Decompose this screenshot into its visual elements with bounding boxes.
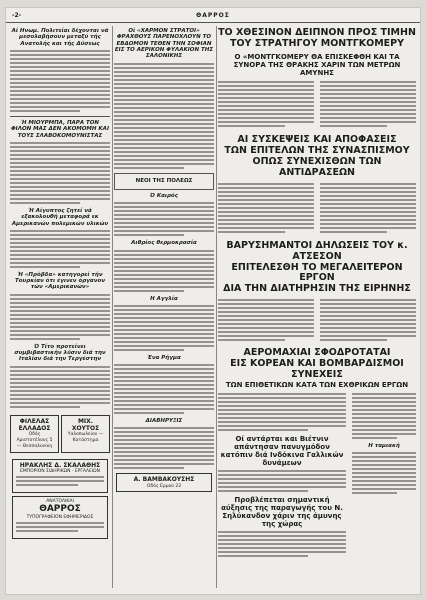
article-body <box>218 470 346 492</box>
headline: Αί Ηνωμ. Πολιτείαι δέχονται νά μεσολαβήσουν μεταξύ τής Ανατολής και τής Δύσεως <box>11 28 109 47</box>
headline: Οί «ΧΑΡΜΟΝ ΣΤΡΑΤΟΙ» ΦΡΑΧΘΟΥΣ ΠΑΡΕΝΟΧΛΟΥΝ ΤΟ ΕΒΔΟΜΟΝ ΤΕΘΕΝ ΤΗΝ ΣΟΦΙΑΝ ΕΙΣ ΤΟ ΑΕΡΙΚΟΝ ΦΥΛΑΚΙΟΝ ΤΗΣ ΣΑΛΟΝΙΚΗΣ <box>114 28 214 60</box>
article-body <box>114 250 214 292</box>
advertisement <box>12 496 108 539</box>
article-body <box>218 393 346 431</box>
article-columns <box>218 80 416 133</box>
article-columns <box>218 298 416 347</box>
article-columns <box>218 182 416 239</box>
subheading: ΔΙΑΒΗΡΥΞΙΣ <box>145 418 183 425</box>
column-1 <box>10 26 110 590</box>
headline-line: ΑΙ ΣΥΣΚΕΨΕΙΣ ΚΑΙ ΑΠΟΦΑΣΕΙΣ <box>237 133 397 145</box>
headline-line: ΤΟ ΧΘΕΣΙΝΟΝ ΔΕΙΠΝΟΝ ΠΡΟΣ ΤΙΜΗΝ <box>218 27 416 38</box>
divider <box>10 116 110 117</box>
article-body <box>218 81 314 129</box>
ad-body <box>16 476 104 486</box>
headline: Ή Αίγυπτος ζητεί νά εξακολουθή μεταφορά εκ Αμερικανών πολεμικών υλικών <box>11 207 109 227</box>
ad-subtitle: ΕΜΠΟΡΙΟΝ ΣΙΔΗΡΙΚΩΝ · ΕΡΓΑΛΕΙΩΝ <box>20 468 100 474</box>
advertisement <box>12 459 108 493</box>
headline-line: ΔΙΑ ΤΗΝ ΔΙΑΤΗΡΗΣΙΝ ΤΗΣ ΕΙΡΗΝΗΣ <box>223 283 411 295</box>
article-body <box>10 230 110 268</box>
subheading: Ένα Ρήγμα <box>147 354 181 361</box>
article-body <box>352 452 416 494</box>
ad-title: ΦΙΛΕΛΑΣ ΕΛΛΑΔΟΣ <box>18 417 51 432</box>
column-2 <box>114 26 214 590</box>
column-separator <box>216 26 217 588</box>
headline-line: ΤΩΝ ΕΠΙΘΕΤΙΚΩΝ ΚΑΤΑ ΤΩΝ ΕΧΘΡΙΚΩΝ ΕΡΓΩΝ <box>225 381 409 390</box>
headline: Ή ΜΙΟΥΡΜΠΑ, ΠΑΡΑ ΤΟΝ ΦΙΛΟΝ ΜΑΣ ΔΕΝ ΑΚΟΜΟΜΗ ΚΑΙ ΤΟΥΣ ΣΛΑΒΟΚΟΜΟΥΝΙΣΤΑΣ <box>10 119 109 139</box>
ad-subtitle: Οδός Αριστοτέλους 5 — Θεσσαλονίκη <box>16 432 53 449</box>
article-body <box>10 366 110 408</box>
headline-line: ΟΠΩΣ ΣΥΝΕΧΙΣΘΩΝ ΤΩΝ ΑΝΤΙΔΡΑΣΕΩΝ <box>252 155 382 178</box>
article-body <box>10 294 110 340</box>
ad-subtitle: Οδός Ερμού 22 <box>146 483 182 489</box>
ad-subtitle: Υαλοπωλείον — Κατάστημα <box>67 432 104 443</box>
ad-title: Α. ΒΑΜΒΑΚΟΥΣΗΣ <box>133 476 195 484</box>
article-body <box>218 299 314 343</box>
article-body <box>352 393 416 439</box>
right-subcolumn <box>352 392 416 561</box>
headline-block <box>218 135 416 179</box>
article-body <box>218 531 346 557</box>
advertisement <box>116 473 212 492</box>
ad-title: ΘΑΡΡΟΣ <box>39 504 81 515</box>
column-3 <box>218 26 416 590</box>
article-body <box>114 364 214 414</box>
subheading: Ό Καιρός <box>150 192 178 199</box>
main-headline <box>218 28 416 50</box>
ad-tag: ΑΝΑΤΟΛΙΚΑΙ <box>46 498 74 504</box>
article-body <box>320 81 416 129</box>
article-body <box>114 202 214 236</box>
subheading: Η Αγγλία <box>150 295 178 302</box>
headline-line: ΑΕΡΟΜΑΧΙΑΙ ΣΦΟΔΡΟΤΑΤΑΙ <box>243 347 391 359</box>
article-body <box>114 305 214 351</box>
page-number: -2- <box>12 12 22 19</box>
article-body <box>114 63 214 169</box>
advertisement <box>61 415 110 453</box>
article-body <box>320 183 416 235</box>
ad-title: ΗΡΑΚΛΗΣ Δ. ΣΚΑΛΑΘΗΣ <box>19 461 101 469</box>
headline-block <box>218 348 416 389</box>
headline-block <box>218 241 416 296</box>
headline: Ό Τίτο προτείνει συμβιβαστικήν λύσιν διά την Ιταλίαν διά την Τεργέστην <box>14 343 106 363</box>
ads-row <box>10 412 110 456</box>
article-body <box>10 142 110 204</box>
headline: Οί αντάρται και Βιέτνιν απάντησαν πανυγμόδον κατόπιν διά Ινδόκινα Γαλλικών δυνάμεων <box>220 435 344 468</box>
headline: Ή «Πρόβδα» κατηγορεί τήν Τουρκίαν ότι έγινεν όργανον τών «Αμερικανών» <box>15 271 105 291</box>
subheading: Αιθρίος θερμοκρασία <box>131 240 197 247</box>
section-title: ΝΕΟΙ ΤΗΣ ΠΟΛΕΩΣ <box>135 177 193 184</box>
article-body <box>320 299 416 343</box>
headline: Προβλέπεται σημαντική αύξησις της παραγωγής του Ν. Σηλύκανδον χάριν της άμυνης της χώρας <box>221 496 343 529</box>
advertisement <box>10 415 59 453</box>
article-body <box>218 183 314 235</box>
article-columns <box>218 392 416 561</box>
news-section-box <box>114 173 214 190</box>
headline-line: ΒΑΡΥΣΗΜΑΝΤΟΙ ΔΗΛΩΣΕΙΣ ΤΟΥ κ. ΑΤΣΕΣΟΝ <box>226 239 408 262</box>
headline-line: ΕΙΣ ΚΟΡΕΑΝ ΚΑΙ ΒΟΜΒΑΡΔΙΣΜΟΙ ΣΥΝΕΧΕΙΣ <box>230 358 404 381</box>
left-subcolumns <box>218 392 346 561</box>
paper-name: ΘΑΡΡΟΣ <box>196 12 230 19</box>
subheadline: Ο «ΜΟΝΤΓΚΟΜΕΡΥ ΘΑ ΕΠΙΣΚΕΦΘΗ ΚΑΙ ΤΑ ΣΥΝΟΡΑ ΤΗΣ ΘΡΑΚΗΣ ΧΑΡΙΝ ΤΩΝ ΜΕΤΡΩΝ ΑΜΥΝΗΣ <box>233 52 401 77</box>
article-body <box>114 427 214 469</box>
subheading: Η ταμιακή <box>368 443 400 450</box>
masthead <box>6 8 420 23</box>
newspaper-page <box>6 8 420 594</box>
article-body <box>10 50 110 112</box>
column-separator <box>112 26 113 588</box>
ad-title: ΜΙΧ. ΧΟΥΤΟΣ <box>71 417 100 432</box>
ad-body <box>16 522 104 532</box>
headline-line: ΤΩΝ ΕΠΙΤΕΛΩΝ ΤΗΣ ΣΥΝΑΣΠΙΣΜΟΥ <box>224 144 410 156</box>
headline-line: ΤΟΥ ΣΤΡΑΤΗΓΟΥ ΜΟΝΤΓΚΟΜΕΡΥ <box>229 37 404 49</box>
headline-line: ΕΠΙΤΕΛΕΣΘΗ ΤΟ ΜΕΓΑΛΕΙΤΕΡΟΝ ΕΡΓΟΝ <box>231 261 403 284</box>
ad-subtitle: ΤΥΠΟΓΡΑΦΕΙΟΝ ΕΦΗΜΕΡΙΔΟΣ <box>26 515 94 521</box>
